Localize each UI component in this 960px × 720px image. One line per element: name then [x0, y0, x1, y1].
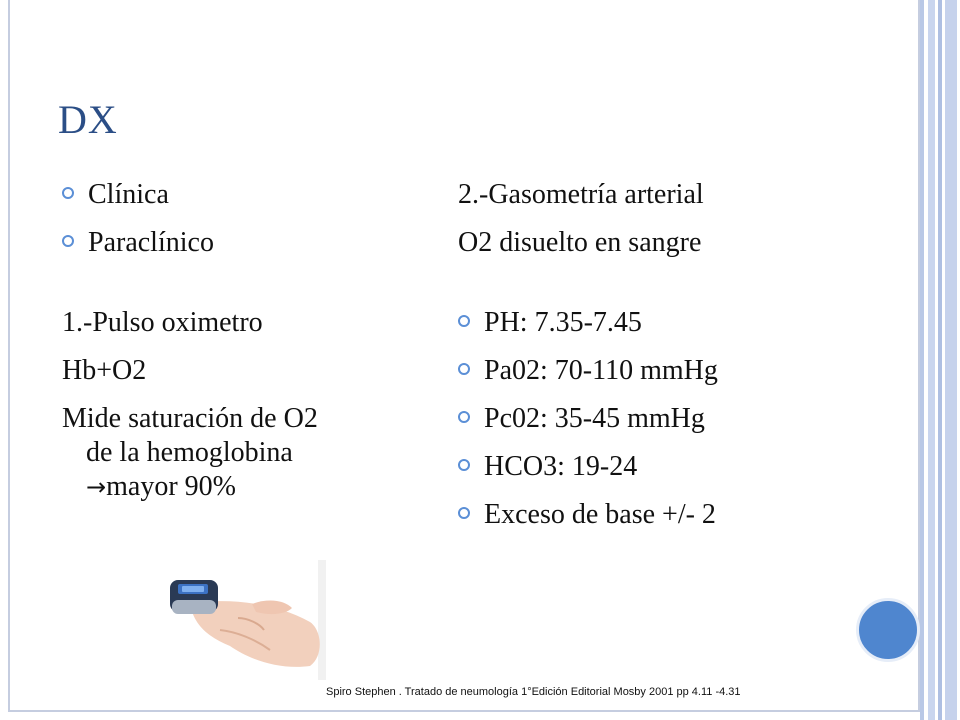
bullet-ring-icon — [458, 315, 470, 327]
bullet-ring-icon — [458, 411, 470, 423]
right-arrow-icon: → — [86, 473, 107, 501]
gas-value-text: PH: 7.35-7.45 — [484, 307, 642, 338]
gasometry-heading: 2.-Gasometría arterial — [458, 179, 704, 210]
gas-value-text: HCO3: 19-24 — [484, 451, 638, 482]
source-citation: Spiro Stephen . Tratado de neumología 1°Edición Editorial Mosby 2001 pp 4.11 -4.31 — [326, 686, 741, 698]
gas-value-ph — [458, 306, 858, 340]
decorative-circle — [856, 598, 920, 662]
gas-value-text: Pa02: 70-110 mmHg — [484, 355, 718, 386]
left-column — [62, 178, 422, 518]
pulse-oximeter-description — [62, 402, 422, 504]
pulse-oximeter-photo — [160, 560, 326, 680]
description-line2: de la hemoglobina — [86, 437, 293, 468]
gas-value-pao2 — [458, 354, 858, 388]
bullet-clinica — [62, 178, 422, 212]
right-column — [458, 178, 858, 546]
bullet-text: Paraclínico — [88, 227, 214, 258]
gas-value-base-excess — [458, 498, 858, 532]
gas-value-text: Exceso de base +/- 2 — [484, 499, 716, 530]
decorative-stripes — [920, 0, 960, 720]
gas-value-hco3 — [458, 450, 858, 484]
bullet-ring-icon — [458, 459, 470, 471]
gas-value-pco2 — [458, 402, 858, 436]
pulse-oximeter-heading: 1.-Pulso oximetro — [62, 307, 263, 338]
gasometry-subheading: O2 disuelto en sangre — [458, 227, 702, 258]
bullet-ring-icon — [62, 187, 74, 199]
gas-value-text: Pc02: 35-45 mmHg — [484, 403, 705, 434]
bullet-paraclinico — [62, 226, 422, 260]
bullet-text: Clínica — [88, 179, 169, 210]
description-line1: Mide saturación de O2 — [62, 403, 318, 434]
bullet-ring-icon — [458, 507, 470, 519]
bullet-ring-icon — [458, 363, 470, 375]
bullet-ring-icon — [62, 235, 74, 247]
saturation-threshold: mayor 90% — [106, 471, 236, 502]
slide-title: DX — [58, 97, 118, 142]
pulse-oximeter-formula: Hb+O2 — [62, 355, 147, 386]
